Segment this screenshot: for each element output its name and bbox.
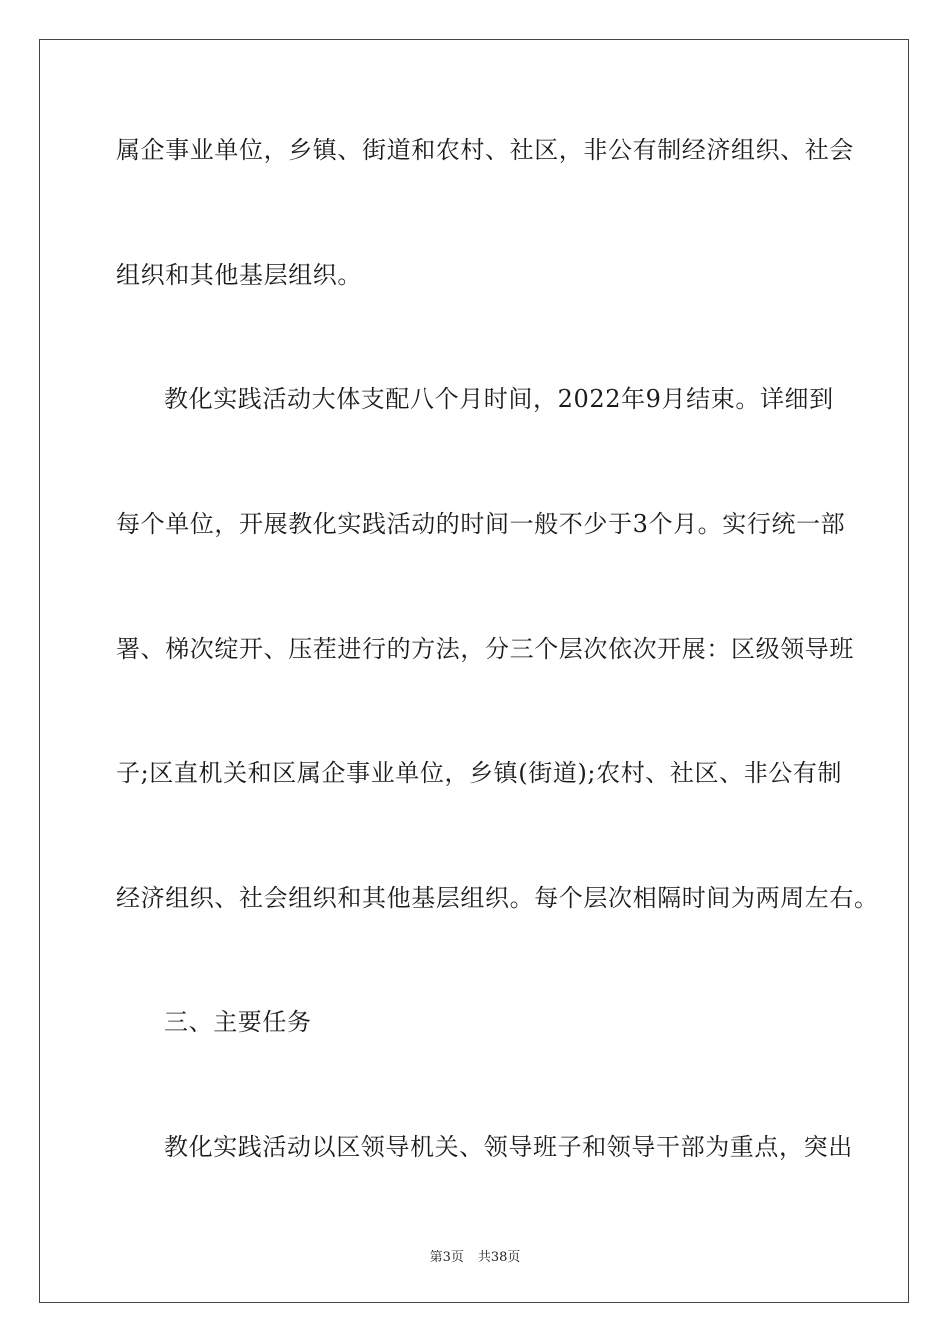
paragraph-line-3: 教化实践活动大体支配八个月时间，2022年9月结束。详细到 xyxy=(164,385,834,413)
page-number: 第3页 xyxy=(429,1250,464,1265)
total-pages: 共38页 xyxy=(477,1250,521,1265)
paragraph-line-1: 属企事业单位，乡镇、街道和农村、社区，非公有制经济组织、社会 xyxy=(116,136,854,164)
paragraph-line-6: 子;区直机关和区属企事业单位，乡镇(街道);农村、社区、非公有制 xyxy=(116,759,843,787)
paragraph-line-7: 经济组织、社会组织和其他基层组织。每个层次相隔时间为两周左右。 xyxy=(116,884,879,912)
paragraph-line-9: 教化实践活动以区领导机关、领导班子和领导干部为重点，突出 xyxy=(164,1133,853,1161)
page-border xyxy=(39,39,909,1303)
paragraph-line-4: 每个单位，开展教化实践活动的时间一般不少于3个月。实行统一部 xyxy=(116,510,846,538)
section-heading: 三、主要任务 xyxy=(164,1008,312,1036)
page-footer xyxy=(0,1249,950,1267)
paragraph-line-2: 组织和其他基层组织。 xyxy=(116,261,362,289)
paragraph-line-5: 署、梯次绽开、压茬进行的方法，分三个层次依次开展：区级领导班 xyxy=(116,635,854,663)
